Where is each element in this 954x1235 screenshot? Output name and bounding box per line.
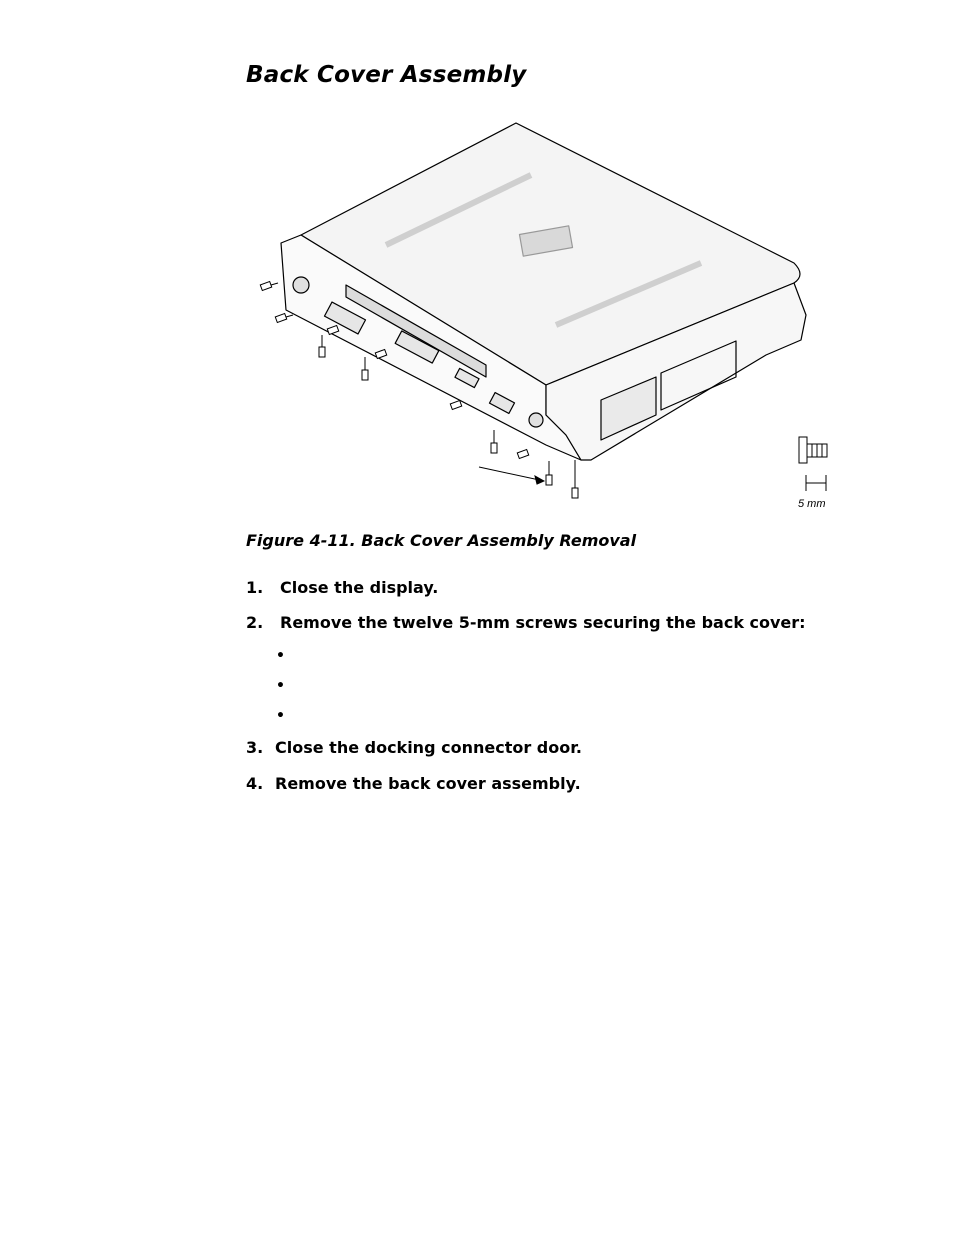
bullet-item: •	[276, 708, 285, 724]
screw-icon	[275, 313, 293, 322]
bullet-item: •	[276, 648, 285, 664]
screw-icon	[546, 461, 552, 485]
bullet-item: •	[276, 678, 285, 694]
screw-icon	[260, 281, 278, 290]
scale-label: 5 mm	[798, 498, 826, 510]
scale-bar	[806, 475, 826, 491]
figure-caption: Figure 4-11. Back Cover Assembly Removal	[246, 531, 637, 550]
screw-icon	[517, 449, 528, 458]
screw-detail-icon	[799, 437, 827, 463]
step-4: 4. Remove the back cover assembly.	[246, 774, 581, 793]
screw-icon	[491, 430, 497, 453]
screw-icon	[572, 460, 578, 498]
ac-adapter-port-icon	[529, 413, 543, 427]
callout-arrow	[479, 467, 544, 484]
step-1: 1. Close the display.	[246, 578, 439, 597]
ps2-port-icon	[293, 277, 309, 293]
step-2: 2. Remove the twelve 5-mm screws securing the back cover:	[246, 613, 806, 632]
screw-icon	[319, 335, 325, 357]
screw-icon	[450, 400, 461, 409]
back-cover-figure	[246, 115, 846, 515]
screw-icon	[362, 357, 368, 380]
page-title: Back Cover Assembly	[246, 62, 527, 88]
step-3: 3. Close the docking connector door.	[246, 738, 582, 757]
